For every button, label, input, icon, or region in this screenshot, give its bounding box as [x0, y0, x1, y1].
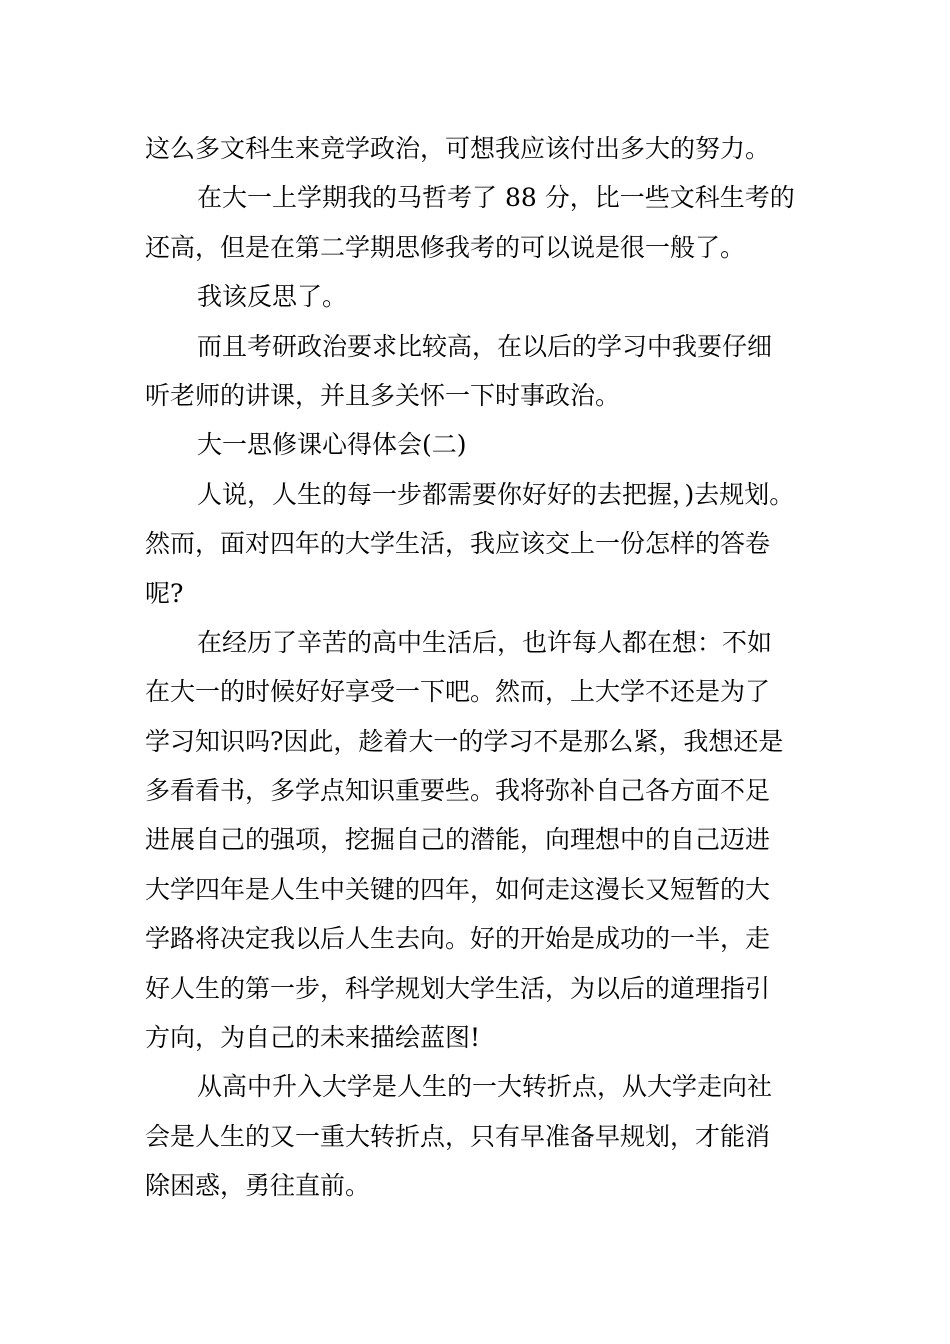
text-line: 从高中升入大学是人生的一大转折点，从大学走向社: [197, 1072, 773, 1102]
text-line: 方向，为自己的未来描绘蓝图!: [145, 1023, 481, 1053]
text-line: 在大一上学期我的马哲考了 88 分，比一些文科生考的: [197, 183, 795, 213]
text-line: 学路将决定我以后人生去向。好的开始是成功的一半，走: [145, 924, 771, 954]
text-line: 大学四年是人生中关键的四年，如何走这漫长又短暂的大: [145, 874, 771, 904]
text-line: 多看看书，多学点知识重要些。我将弥补自己各方面不足: [145, 776, 771, 806]
text-line: 呢?: [145, 578, 184, 608]
text-line: 在大一的时候好好享受一下吧。然而，上大学不还是为了: [145, 677, 771, 707]
text-line: 我该反思了。: [197, 282, 348, 312]
text-line: 在经历了辛苦的高中生活后，也许每人都在想：不如: [197, 627, 773, 657]
text-line: 而且考研政治要求比较高，在以后的学习中我要仔细: [197, 331, 773, 361]
text-line: 学习知识吗?因此，趁着大一的学习不是那么紧，我想还是: [145, 726, 784, 756]
text-line: 然而，面对四年的大学生活，我应该交上一份怎样的答卷: [145, 529, 771, 559]
text-line: 还高，但是在第二学期思修我考的可以说是很一般了。: [145, 232, 746, 262]
text-line: 好人生的第一步，科学规划大学生活，为以后的道理指引: [145, 973, 771, 1003]
text-line: 听老师的讲课，并且多关怀一下时事政治。: [145, 380, 621, 410]
text-line: 会是人生的又一重大转折点，只有早准备早规划，才能消: [145, 1121, 771, 1151]
section-heading: 大一思修课心得体会(二): [197, 430, 467, 460]
text-line: 人说，人生的每一步都需要你好好的去把握，)去规划。: [197, 479, 795, 509]
text-line: 这么多文科生来竞学政治，可想我应该付出多大的努力。: [145, 134, 771, 163]
text-line: 进展自己的强项，挖掘自己的潜能，向理想中的自己迈进: [145, 825, 771, 855]
text-line: 除困惑，勇往直前。: [145, 1171, 371, 1201]
document-body: [145, 124, 815, 1211]
